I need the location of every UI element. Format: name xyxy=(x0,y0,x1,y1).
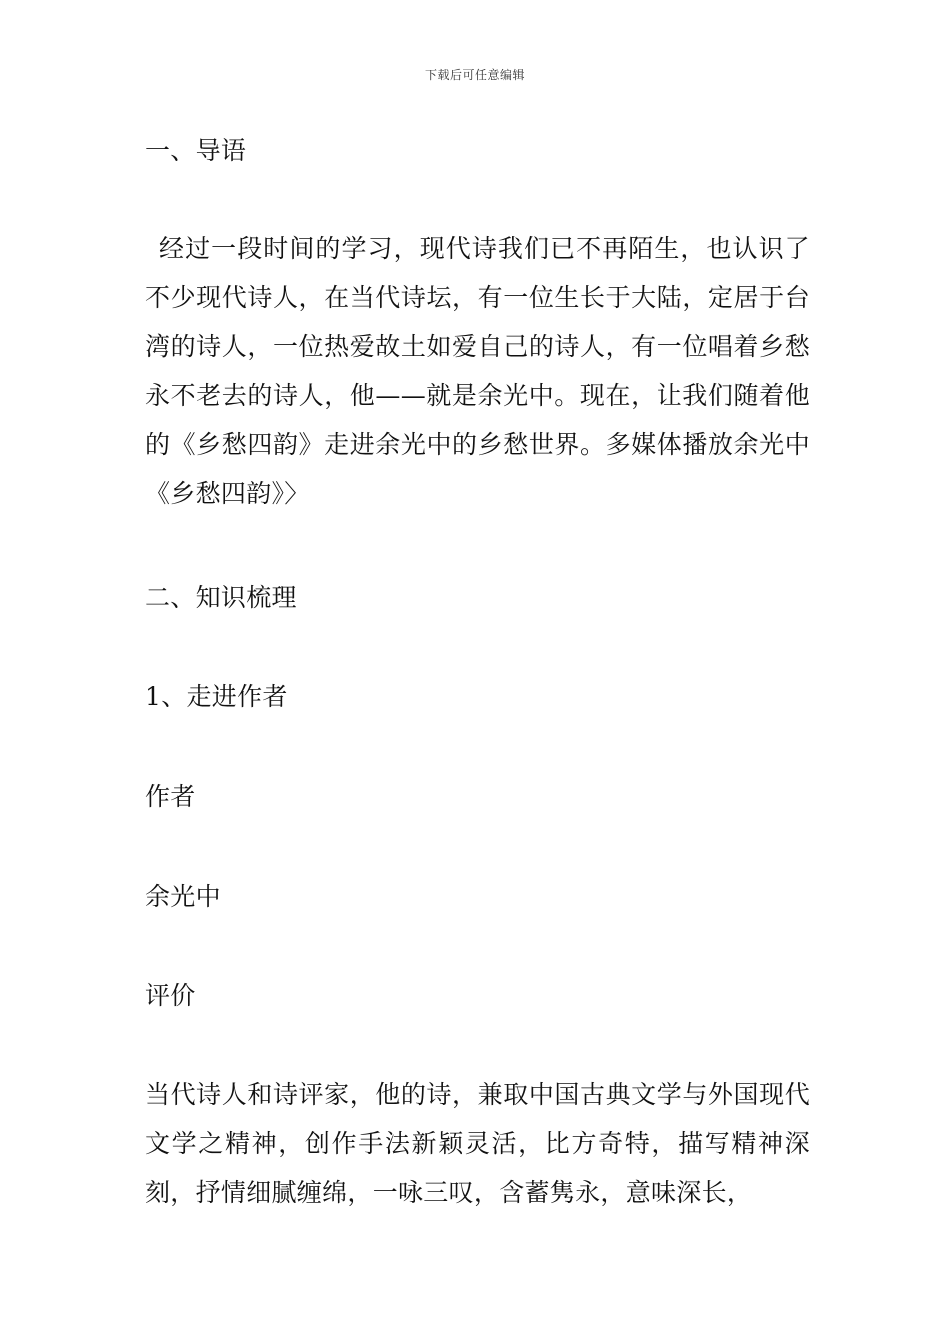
label-author: 作者 xyxy=(145,782,196,811)
header-note: 下载后可任意编辑 xyxy=(424,68,525,82)
sub-heading-author: 1、走进作者 xyxy=(145,682,288,711)
evaluation-paragraph: 当代诗人和诗评家，他的诗，兼取中国古典文学与外国现代文学之精神，创作手法新颖灵活，比方奇特，描写精神深刻，抒情细腻缠绵，一咏三叹，含蓄隽永，意味深长， xyxy=(145,1080,810,1207)
value-author: 余光中 xyxy=(145,882,221,911)
label-evaluation: 评价 xyxy=(145,981,196,1010)
intro-heading: 一、导语 xyxy=(145,136,247,165)
knowledge-heading: 二、知识梳理 xyxy=(145,583,297,612)
intro-paragraph: 经过一段时间的学习，现代诗我们已不再陌生，也认识了不少现代诗人，在当代诗坛，有一位生长于大陆，定居于台湾的诗人，一位热爱故土如爱自己的诗人，有一位唱着乡愁永不老去的诗人，他——就是余光中。现在，让我们随着他的《乡愁四韵》走进余光中的乡愁世界。多媒体播放余光中《乡愁四韵》〉 xyxy=(145,234,810,508)
